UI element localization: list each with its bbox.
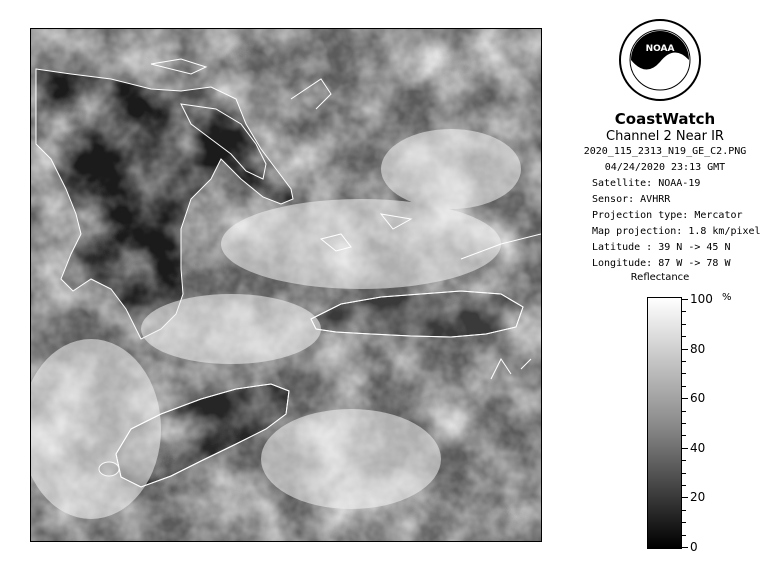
colorbar-major-tick <box>682 547 688 548</box>
colorbar-minor-tick <box>682 324 686 325</box>
map-projection-label: Map projection: 1.8 km/pixel <box>592 226 761 237</box>
colorbar-minor-tick <box>682 336 686 337</box>
svg-text:NOAA: NOAA <box>645 44 675 54</box>
colorbar-minor-tick <box>682 373 686 374</box>
colorbar-minor-tick <box>682 361 686 362</box>
colorbar-minor-tick <box>682 423 686 424</box>
colorbar-minor-tick <box>682 473 686 474</box>
colorbar-major-tick <box>682 349 688 350</box>
longitude-label: Longitude: 87 W -> 78 W <box>592 258 731 269</box>
channel-label: Channel 2 Near IR <box>606 129 724 144</box>
colorbar-tick-label: 100 <box>690 292 713 306</box>
datetime-label: 04/24/2020 23:13 GMT <box>604 162 726 173</box>
colorbar-tick-label: 20 <box>690 490 706 504</box>
colorbar-minor-tick <box>682 311 686 312</box>
colorbar-major-tick <box>682 299 688 300</box>
colorbar-minor-tick <box>682 485 686 486</box>
colorbar-minor-tick <box>682 510 686 511</box>
colorbar-major-tick <box>682 398 688 399</box>
colorbar-tick-label: 80 <box>690 342 706 356</box>
projection-type-label: Projection type: Mercator <box>592 210 743 221</box>
colorbar-minor-tick <box>682 460 686 461</box>
colorbar-minor-tick <box>682 522 686 523</box>
sensor-label: Sensor: AVHRR <box>592 194 671 205</box>
satellite-label: Satellite: NOAA-19 <box>592 178 701 189</box>
satellite-image <box>30 28 542 542</box>
noaa-logo <box>618 18 702 102</box>
colorbar-tick-label: 40 <box>690 441 706 455</box>
colorbar-tick-label: 60 <box>690 391 706 405</box>
page-title: CoastWatch <box>614 110 716 128</box>
filename-label: 2020_115_2313_N19_GE_C2.PNG <box>583 146 747 157</box>
colorbar-minor-tick <box>682 435 686 436</box>
colorbar-tick-label: 0 <box>690 540 698 554</box>
reflectance-colorbar <box>647 297 682 549</box>
latitude-label: Latitude : 39 N -> 45 N <box>592 242 731 253</box>
colorbar-title: Reflectance <box>630 272 690 283</box>
colorbar-minor-tick <box>682 535 686 536</box>
colorbar-major-tick <box>682 497 688 498</box>
colorbar-major-tick <box>682 448 688 449</box>
colorbar-minor-tick <box>682 411 686 412</box>
colorbar-minor-tick <box>682 386 686 387</box>
colorbar-unit: % <box>722 292 732 303</box>
